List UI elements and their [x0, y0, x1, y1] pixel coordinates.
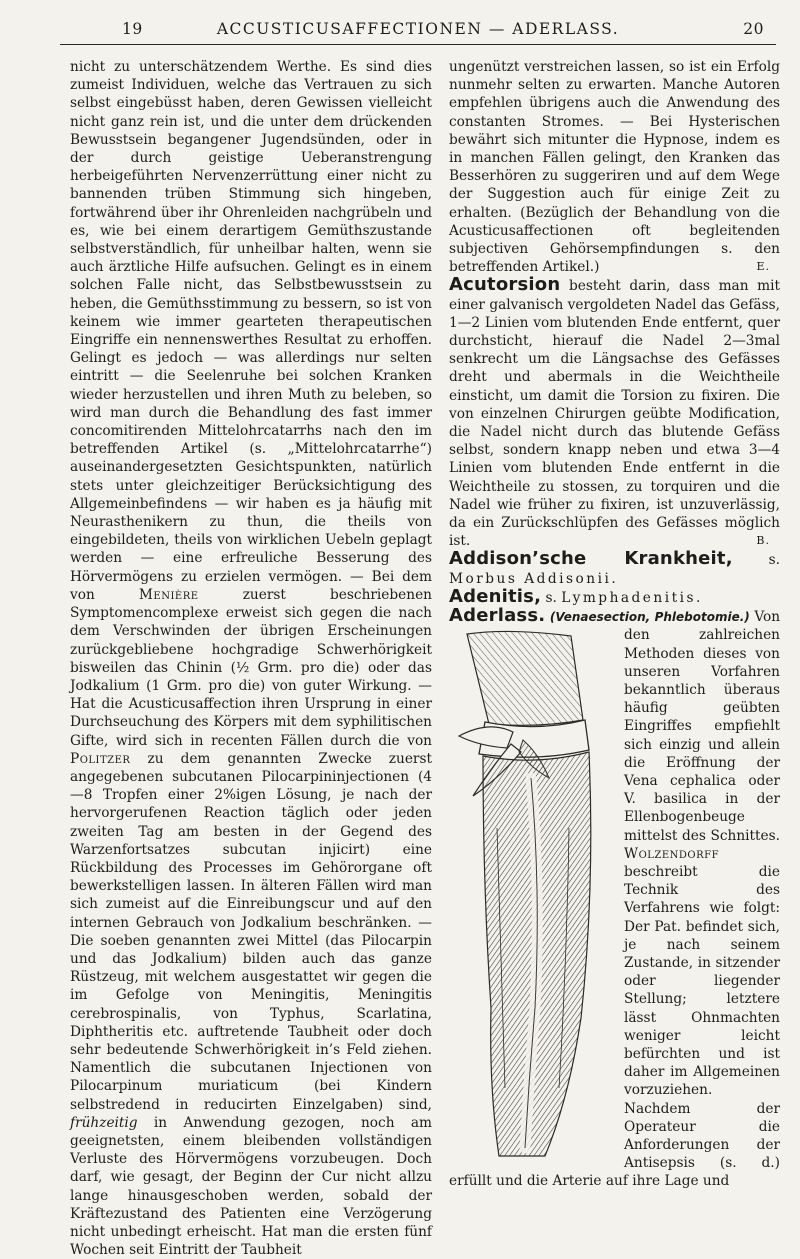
- cross-reference: Morbus Addisonii.: [449, 570, 619, 587]
- entry-addison: [449, 550, 780, 587]
- lemma-heading: Adenitis,: [449, 585, 542, 607]
- text-segment: besteht darin, dass man mit einer galvanisch vergoldeten Nadel das Gefäss, 1—2 Linien vom blutenden Ende entfernt, quer durchsticht, hierauf die Nadel 2—3mal senkrecht um die Längsachse des Gefässes dreht und abermals in die Weichtheile einsticht, um damit die Torsion zu fixiren. Die von einzelnen Chirurgen geübte Modification, die Nadel nicht durch das blutende Gefäss selbst, sondern knapp neben und etwa 3—4 Linien vom blutenden Ende entfernt in die Weichtheile zu stossen, zu torquiren und die Nadel wie früher zu fixiren, ist unzuverlässig, da ein Zurückschlüpfen des Gefässes möglich ist.: [449, 278, 781, 550]
- author-name-politzer: Politzer: [70, 750, 131, 767]
- author-signature: B.: [756, 534, 770, 548]
- cross-ref-prefix: s.: [768, 552, 780, 569]
- entry-acutorsion: [449, 276, 780, 550]
- text-segment: zuerst beschriebenen Symptomencomplexe erweist sich gegen die nach dem Verschwinden der übrigen Erscheinungen zurückgebliebene hochgradige Schwerhörigkeit bisweilen das Chinin (½ Grm. pro die) oder das Jodkalium (1 Grm. pro die) von guter Wirkung. — Hat die Acusticusaffection ihren Ursprung in einer Durchseuchung des Körpers mit dem syphilitischen Gifte, wird sich in recenten Fällen durch die von: [70, 586, 432, 749]
- author-name-wolzendorff: Wolzendorff: [624, 845, 720, 862]
- cross-reference: Lymphadenitis.: [561, 589, 703, 606]
- entry-aderlass: [449, 607, 780, 1191]
- lemma-heading: Addison’sche Krankheit,: [449, 548, 733, 570]
- page-number-left: 19: [122, 20, 143, 38]
- text-segment: zu dem genannten Zwecke zuerst angegebenen subcutanen Pilocarpininjectionen (4—8 Tropfen einer 2%igen Lösung, je nach der hervorgerufenen Reaction täglich oder jeden zweiten Tag am besten in der Gegend des Warzenfortsatzes subcutan injicirt) eine Rückbildung des Processes im Gehörorgane oft bewerkstelligen lassen. In älteren Fällen wird man sich zumeist auf die Einreibungscur und auf den internen Gebrauch von Jodkalium beschränken. — Die soeben genannten zwei Mittel (das Pilocarpin und das Jodkalium) bilden auch das ganze Rüstzeug, mit welchem ausgestattet wir gegen die im Gefolge von Meningitis, Meningitis cerebrospinalis, von Typhus, Scarlatina, Diphtheritis etc. auftretende Taubheit oder doch sehr bedeutende Schwerhörigkeit in’s Feld ziehen. Namentlich die subcutanen Injectionen von Pilocarpinum muriaticum (bei Kindern selbstredend in reducirten Einzelgaben) sind,: [70, 750, 432, 1113]
- paragraph-accusticus-end: [449, 58, 780, 276]
- text-segment: nicht zu unterschätzendem Werthe. Es sind dies zumeist Individuen, welche das Vertrauen zu sich selbst eingebüsst haben, deren Gewissen vielleicht nicht ganz rein ist, und die unter dem drückenden Bewusstsein begangener Jugendsünden, oder in der durch geistige Ueberanstrengung herbeigeführten Nervenzerrüttung einer nicht zu bannenden trüben Stimmung sich hingeben, fortwährend über ihr Ohrenleiden nachgrübeln und es, wie bei einem derartigem Gemüthszustande selbstverständlich, für unheilbar halten, wenn sie auch ärztliche Hilfe aufsuchen. Gelingt es in einem solchen Falle nicht, das Selbstbewusstsein zu heben, die Gemüthsstimmung zu bessern, so ist von keinem wie immer gearteten therapeutischen Eingriffe ein nennenswerthes Resultat zu erhoffen. Gelingt es jedoch — was allerdings nur selten eintritt — die Seelenruhe bei solchen Kranken wieder herzustellen und ihren Muth zu beleben, so wird man durch die Behandlung des fast immer concomitirenden Mittelohrcatarrhs nach den im betreffenden Artikel (s. „Mittelohrcatarrhe“) auseinandergesetzten Gesichtspunkten, natürlich stets unter gleichzeitiger Berücksichtigung des Allgemeinbefindens — wir haben es ja häufig mit Neurasthenikern zu thun, die theils von eingebildeten, theils von wirklichen Uebeln geplagt werden — eine erfreuliche Besserung des Hörvermögens zu erzielen vermögen. — Bei dem von: [70, 59, 432, 603]
- text-segment: beschreibt die Technik des Verfahrens wie folgt: Der Pat. befindet sich, je nach seinem Zustande, in sitzender oder liegender Stellung; letztere lässt Ohnmachten weniger leicht befürchten und ist daher im Allgemeinen vorzuziehen. Nachdem der Operateur die Anforderungen der Antisepsis (s. d.) erfüllt und die Arterie auf ihre Lage und: [449, 863, 780, 1190]
- paragraph-accusticus-continued: [70, 58, 432, 1259]
- text-segment: ungenützt verstreichen lassen, so ist ein Erfolg nunmehr selten zu erwarten. Manche Autoren empfehlen übrigens auch die Anwendung des constanten Stromes. — Bei Hysterischen bewährt sich mitunter die Hypnose, indem es in manchen Fällen gelingt, den Kranken das Besserhören zu suggeriren und auf dem Wege der Suggestion auch für einige Zeit zu erhalten. (Bezüglich der Behandlung von die Acusticusaffectionen oft begleitenden subjectiven Gehörsempfindungen s. den betreffenden Artikel.): [449, 59, 780, 276]
- author-signature: E.: [756, 260, 770, 274]
- right-column: [449, 58, 780, 1191]
- text-segment: Von den zahlreichen Methoden dieses von unseren Vorfahren bekanntlich überaus häufig geübten Eingriffes empfiehlt sich einzig und allein die Eröffnung der Vena cephalica oder V. basilica in der Ellenbogenbeuge mittelst des Schnittes.: [624, 609, 781, 844]
- arm-bandage-illustration: [449, 628, 614, 1160]
- lemma-heading: Acutorsion: [449, 274, 561, 296]
- left-column: [70, 58, 432, 1259]
- page-number-right: 20: [743, 20, 764, 38]
- cross-ref-prefix: s.: [545, 589, 557, 606]
- running-header: [60, 10, 776, 45]
- text-segment: in Anwendung gezogen, noch am geeignetsten, einem bleibenden vollständigen Verluste des Hörvermögens vorzubeugen. Doch darf, wie gesagt, der Beginn der Cur nicht allzu lange hinausgeschoben werden, sobald der Kräftezustand des Patienten eine Verzögerung nicht unbedingt erheischt. Hat man die ersten fünf Wochen seit Eintritt der Taubheit: [70, 1114, 432, 1259]
- emphasis-fruehzeitig: frühzeitig: [70, 1114, 138, 1131]
- running-title: ACCUSTICUSAFFECTIONEN — ADERLASS.: [216, 20, 620, 38]
- lemma-synonyms: (Venaesection, Phlebotomie.): [549, 610, 750, 625]
- lemma-heading: Aderlass.: [449, 605, 546, 627]
- author-name-meniere: Menière: [138, 586, 199, 603]
